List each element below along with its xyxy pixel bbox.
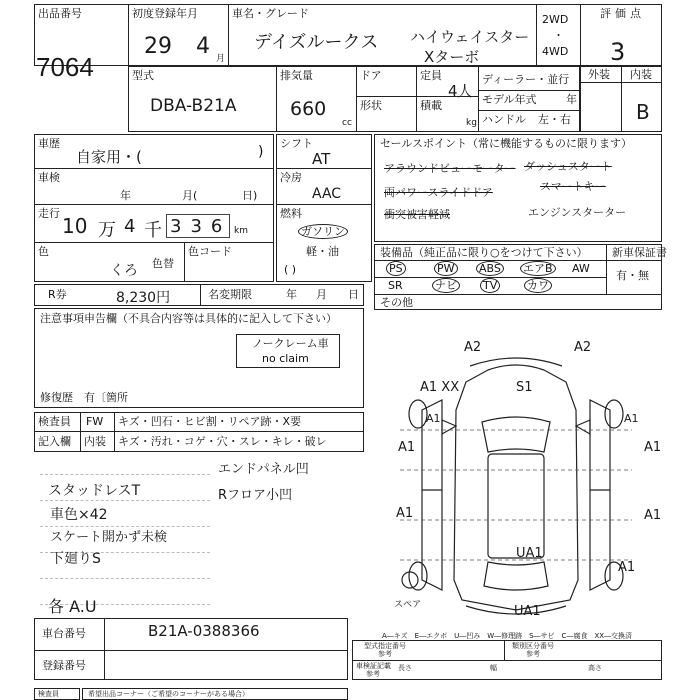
notes-label: 注意事項申告欄（不具合内容等は具体的に記入して下さい） <box>40 312 337 325</box>
inspector-fw-text: キズ・凹石・ヒビ割・リペア跡・X要 <box>118 415 302 428</box>
damage-mark-right-front-door: A1 <box>644 440 662 455</box>
spare-tire-label: スペア <box>394 600 422 610</box>
sales-point-1: アラウンドビューモーター <box>384 162 516 175</box>
history-close: ) <box>258 144 264 160</box>
damage-mark-left-front-door: A1 <box>398 440 416 455</box>
sales-point-4: スマートキー <box>540 180 606 193</box>
dealer-label: ディーラー・並行 <box>482 73 570 86</box>
km-unit: km <box>234 226 248 236</box>
width-label: 幅 <box>490 664 497 672</box>
history-value: 自家用・( <box>76 148 142 166</box>
designation-label: 型式指定番号 <box>364 642 406 650</box>
damage-legend: A―キズ E―エクボ U―凹み W―修理跡 S―サビ C―腐食 XX―交換済 <box>382 632 633 640</box>
score-value: 3 <box>610 38 626 66</box>
fuel-paren: ( ) <box>284 263 297 276</box>
bottom-inspector-label: 検査員 <box>38 690 59 698</box>
chassis-label: 車台番号 <box>42 627 86 640</box>
registration-year: 29 <box>144 34 172 59</box>
mileage-label: 走行 <box>38 207 60 220</box>
note-color: 車色×42 <box>50 507 108 523</box>
drive-2wd: 2WD <box>542 13 569 26</box>
handle-value: 左・右 <box>538 113 571 126</box>
equip-tv: TV <box>480 280 500 292</box>
color-change-label: 色替 <box>152 257 174 270</box>
displacement-unit: cc <box>342 118 352 128</box>
history-label: 車歴 <box>38 137 60 150</box>
shift-label: シフト <box>280 137 313 150</box>
capacity: 4人 <box>448 82 473 100</box>
name-change-month: 月 <box>316 288 327 301</box>
model-year-label: モデル年式 <box>482 93 537 106</box>
first-registration-label: 初度登録年月 <box>132 7 198 20</box>
no-claim-jp: ノークレーム車 <box>252 337 329 350</box>
shaken-day-unit: 日) <box>242 189 258 202</box>
inspector-interior: 内装 <box>84 435 106 448</box>
repair-history-label: 修復歴 有〔箇所 <box>40 391 128 404</box>
recycle-label: R券 <box>48 288 67 301</box>
handle-label: ハンドル <box>482 113 526 126</box>
note-rear-floor: Rフロア小凹 <box>218 488 293 503</box>
equip-pw: PW <box>434 263 458 275</box>
damage-mark-right-rear-door: A1 <box>644 508 662 523</box>
damage-mark-right-rear: A1 <box>618 560 636 575</box>
drive-separator: ・ <box>553 29 564 42</box>
car-damage-diagram <box>370 330 662 628</box>
mileage-thousands: 4 <box>124 216 136 237</box>
equip-navi: ナビ <box>432 280 460 292</box>
model-label: 型式 <box>132 69 154 82</box>
capacity-label: 定員 <box>420 69 442 82</box>
height-label: 高さ <box>588 664 602 672</box>
damage-mark-front-right: A2 <box>574 340 592 355</box>
damage-mark-front-bumper: A1 XX <box>420 380 460 395</box>
color-label: 色 <box>38 245 49 258</box>
shaken-year-unit: 年 <box>120 189 131 202</box>
damage-mark-rear-bumper: UA1 <box>514 604 541 619</box>
load-label: 積載 <box>420 99 442 112</box>
shaken-month-unit: 月( <box>182 189 198 202</box>
fuel-diesel: 軽・油 <box>306 245 339 258</box>
door-label: ドア <box>360 69 382 82</box>
preferred-corner-label: 希望出品コーナー（ご希望のコーナーがある場合） <box>88 690 249 698</box>
sales-point-6: エンジンスターター <box>528 206 627 219</box>
sales-point-3: 両パワースライドドア <box>384 186 493 199</box>
shaken-label: 車検 <box>38 171 60 184</box>
inspector-interior-text: キズ・汚れ・コゲ・穴・スレ・キレ・破レ <box>118 435 327 448</box>
equip-abs: ABS <box>476 263 504 275</box>
lot-number-label: 出品番号 <box>38 7 82 20</box>
damage-mark-rear-hatch: UA1 <box>516 546 543 561</box>
mileage-units: 336 <box>170 216 232 237</box>
exterior-label: 外装 <box>588 68 610 81</box>
ac-value: AAC <box>312 186 342 202</box>
size-sub: 参考 <box>366 670 380 678</box>
equip-ps: PS <box>386 263 406 275</box>
length-label: 長さ <box>398 664 412 672</box>
damage-mark-left-fender: A1 <box>426 412 441 425</box>
model-code: DBA-B21A <box>150 96 237 116</box>
month-unit: 月 <box>216 54 226 64</box>
drive-4wd: 4WD <box>542 45 569 58</box>
name-change-day: 日 <box>348 288 359 301</box>
damage-mark-front-left: A2 <box>464 340 482 355</box>
inspector-fw: FW <box>86 415 104 428</box>
mileage-ten-thousands: 10 <box>62 214 88 238</box>
note-underbody: 下廻りS <box>50 551 101 567</box>
inspector-label: 検査員 <box>38 415 71 428</box>
ac-label: 冷房 <box>280 171 302 184</box>
note-au: 各 A.U <box>48 597 97 616</box>
lot-number: 7064 <box>36 52 94 82</box>
damage-mark-hood: S1 <box>516 380 533 395</box>
shape-label: 形状 <box>360 99 382 112</box>
color-value: くろ <box>110 263 138 279</box>
note-skate: スケート開かず未検 <box>50 530 168 545</box>
equip-aw: AW <box>572 262 590 275</box>
chassis-number: B21A-0388366 <box>148 622 260 640</box>
interior-label: 内装 <box>630 68 652 81</box>
mileage-man-unit: 万 <box>98 220 116 241</box>
score-label: 評価点 <box>600 7 645 20</box>
mileage-sen-unit: 千 <box>144 220 162 241</box>
inspector-entry-label: 記入欄 <box>38 435 71 448</box>
category-label: 類別区分番号 <box>512 642 554 650</box>
equipment-label: 装備品（純正品に限り○をつけて下さい） <box>380 246 588 259</box>
equip-leather: カワ <box>524 280 552 292</box>
car-name: デイズルークス <box>254 32 379 53</box>
mileage-digit-boxes <box>166 214 230 238</box>
shift-value: AT <box>312 150 331 168</box>
damage-mark-left-rear-door: A1 <box>396 506 414 521</box>
interior-grade: B <box>636 100 650 124</box>
car-name-label: 車名・グレード <box>232 7 309 20</box>
equipment-other-label: その他 <box>380 296 413 309</box>
fuel-label: 燃料 <box>280 207 302 220</box>
category-sub: 参考 <box>526 650 540 658</box>
sales-point-2: ダッシュスタート <box>524 160 612 173</box>
displacement-label: 排気量 <box>280 69 313 82</box>
designation-sub: 参考 <box>378 650 392 658</box>
name-change-year: 年 <box>286 288 297 301</box>
name-change-label: 名変期限 <box>208 288 252 301</box>
damage-mark-right-fender: A1 <box>624 412 639 425</box>
fuel-gasoline: ガソリン <box>298 226 348 238</box>
car-grade: ハイウェイスター <box>410 28 530 46</box>
size-label: 車検証記載 <box>356 662 391 670</box>
load-unit: kg <box>466 118 477 128</box>
no-claim-en: no claim <box>262 352 309 365</box>
warranty-label: 新車保証書 <box>612 246 667 259</box>
registration-month: 4 <box>196 34 210 59</box>
recycle-amount: 8,230円 <box>116 290 171 306</box>
color-code-label: 色コード <box>188 245 232 258</box>
sales-point-label: セールスポイント（常に機能するものに限ります） <box>380 137 633 150</box>
note-end-panel: エンドパネル凹 <box>218 462 309 477</box>
equip-airbag: エアB <box>520 263 556 275</box>
car-grade-2: Xターボ <box>424 48 480 66</box>
note-studless: スタッドレスT <box>48 483 141 499</box>
sales-point-5: 衝突被害軽減 <box>384 208 450 221</box>
displacement: 660 <box>290 98 327 120</box>
model-year-unit: 年 <box>566 93 577 106</box>
warranty-value: 有・無 <box>616 269 649 282</box>
equip-sr: SR <box>388 279 403 292</box>
registration-number-label: 登録番号 <box>42 659 86 672</box>
recycle-row <box>34 284 364 306</box>
